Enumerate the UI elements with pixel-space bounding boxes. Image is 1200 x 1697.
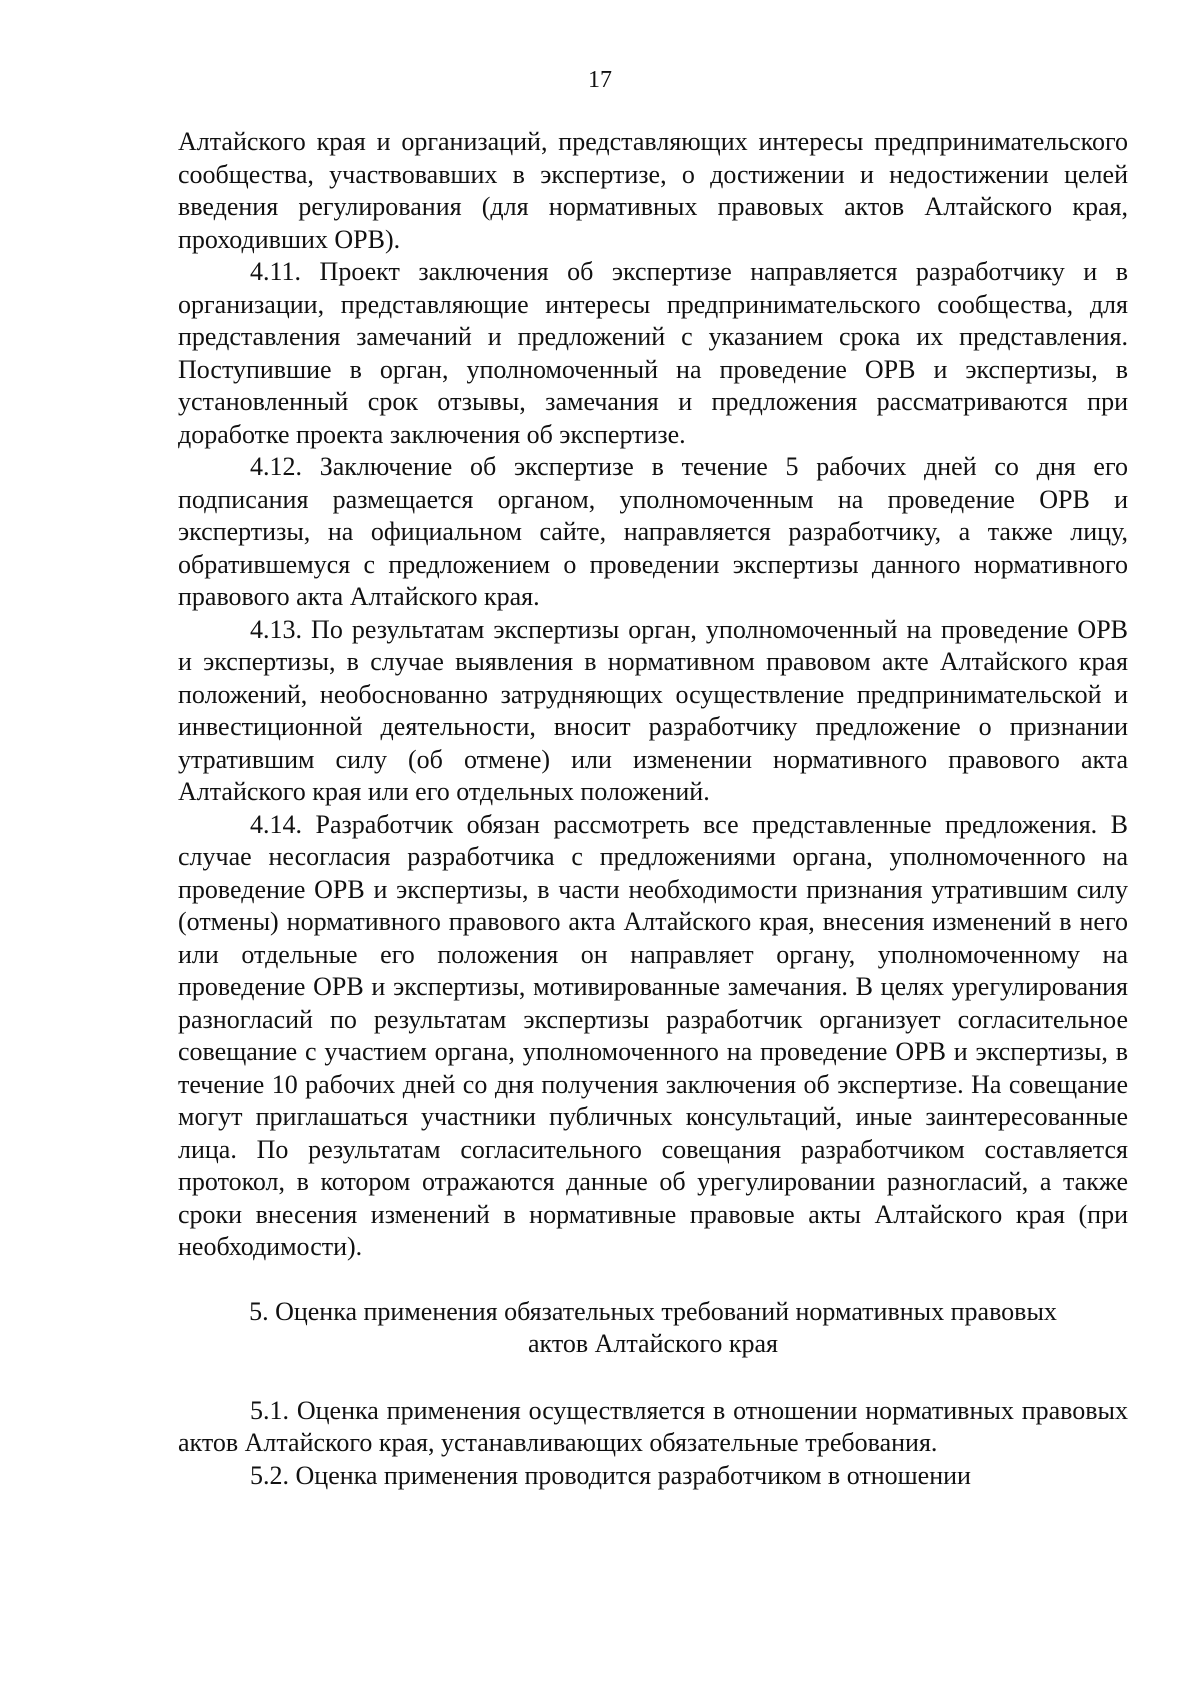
paragraph-continuation: Алтайского края и организаций, представляющих интересы предпринимательского сообщества, участвовавших в экспертизе, о достижении и недостижении целей введения регулирования (для нормативных правовых актов Алтайского края, проходивших ОРВ). <box>178 127 1128 254</box>
section-heading-line-1: 5. Оценка применения обязательных требований нормативных правовых <box>249 1296 1057 1326</box>
paragraph-4-12: 4.12. Заключение об экспертизе в течение 5 рабочих дней со дня его подписания размещается органом, уполномоченным на проведение ОРВ и экспертизы, на официальном сайте, направляется разработчику, а также лицу, обратившемуся с предложением о проведении экспертизы данного нормативного правового акта Алтайского края. <box>178 452 1128 611</box>
paragraph-4-11: 4.11. Проект заключения об экспертизе направляется разработчику и в организации, представляющие интересы предпринимательского сообщества, для представления замечаний и предложений с указанием срока их представления. Поступившие в орган, уполномоченный на проведение ОРВ и экспертизы, в установленный срок отзывы, замечания и предложения рассматриваются при доработке проекта заключения об экспертизе. <box>178 257 1128 449</box>
paragraph-4-14: 4.14. Разработчик обязан рассмотреть все представленные предложения. В случае несогласия разработчика с предложениями органа, уполномоченного на проведение ОРВ и экспертизы, в части необходимости признания утратившим силу (отмены) нормативного правового акта Алтайского края, внесения изменений в него или отдельные его положения он направляет органу, уполномоченному на проведение ОРВ и экспертизы, мотивированные замечания. В целях урегулирования разногласий по результатам экспертизы разработчик организует согласительное совещание с участием органа, уполномоченного на проведение ОРВ и экспертизы, в течение 10 рабочих дней со дня получения заключения об экспертизе. На совещание могут приглашаться участники публичных консультаций, иные заинтересованные лица. По результатам согласительного совещания разработчиком составляется протокол, в котором отражаются данные об урегулировании разногласий, а также сроки внесения изменений в нормативные правовые акты Алтайского края (при необходимости). <box>178 809 1128 1261</box>
section-heading-line-2: актов Алтайского края <box>527 1329 778 1358</box>
paragraph-5-2: 5.2. Оценка применения проводится разработчиком в отношении <box>250 1460 971 1490</box>
paragraph-5-1: 5.1. Оценка применения осуществляется в отношении нормативных правовых актов Алтайского края, устанавливающих обязательные требования. <box>178 1395 1128 1457</box>
section-heading <box>198 1296 1108 1361</box>
document-body <box>178 126 1128 1492</box>
paragraph-4-13: 4.13. По результатам экспертизы орган, уполномоченный на проведение ОРВ и экспертизы, в случае выявления в нормативном правовом акте Алтайского края положений, необоснованно затрудняющих осуществление предпринимательской и инвестиционной деятельности, вносит разработчику предложение о признании утратившим силу (об отмене) или изменении нормативного правового акта Алтайского края или его отдельных положений. <box>178 614 1128 806</box>
page-number: 17 <box>588 67 612 93</box>
